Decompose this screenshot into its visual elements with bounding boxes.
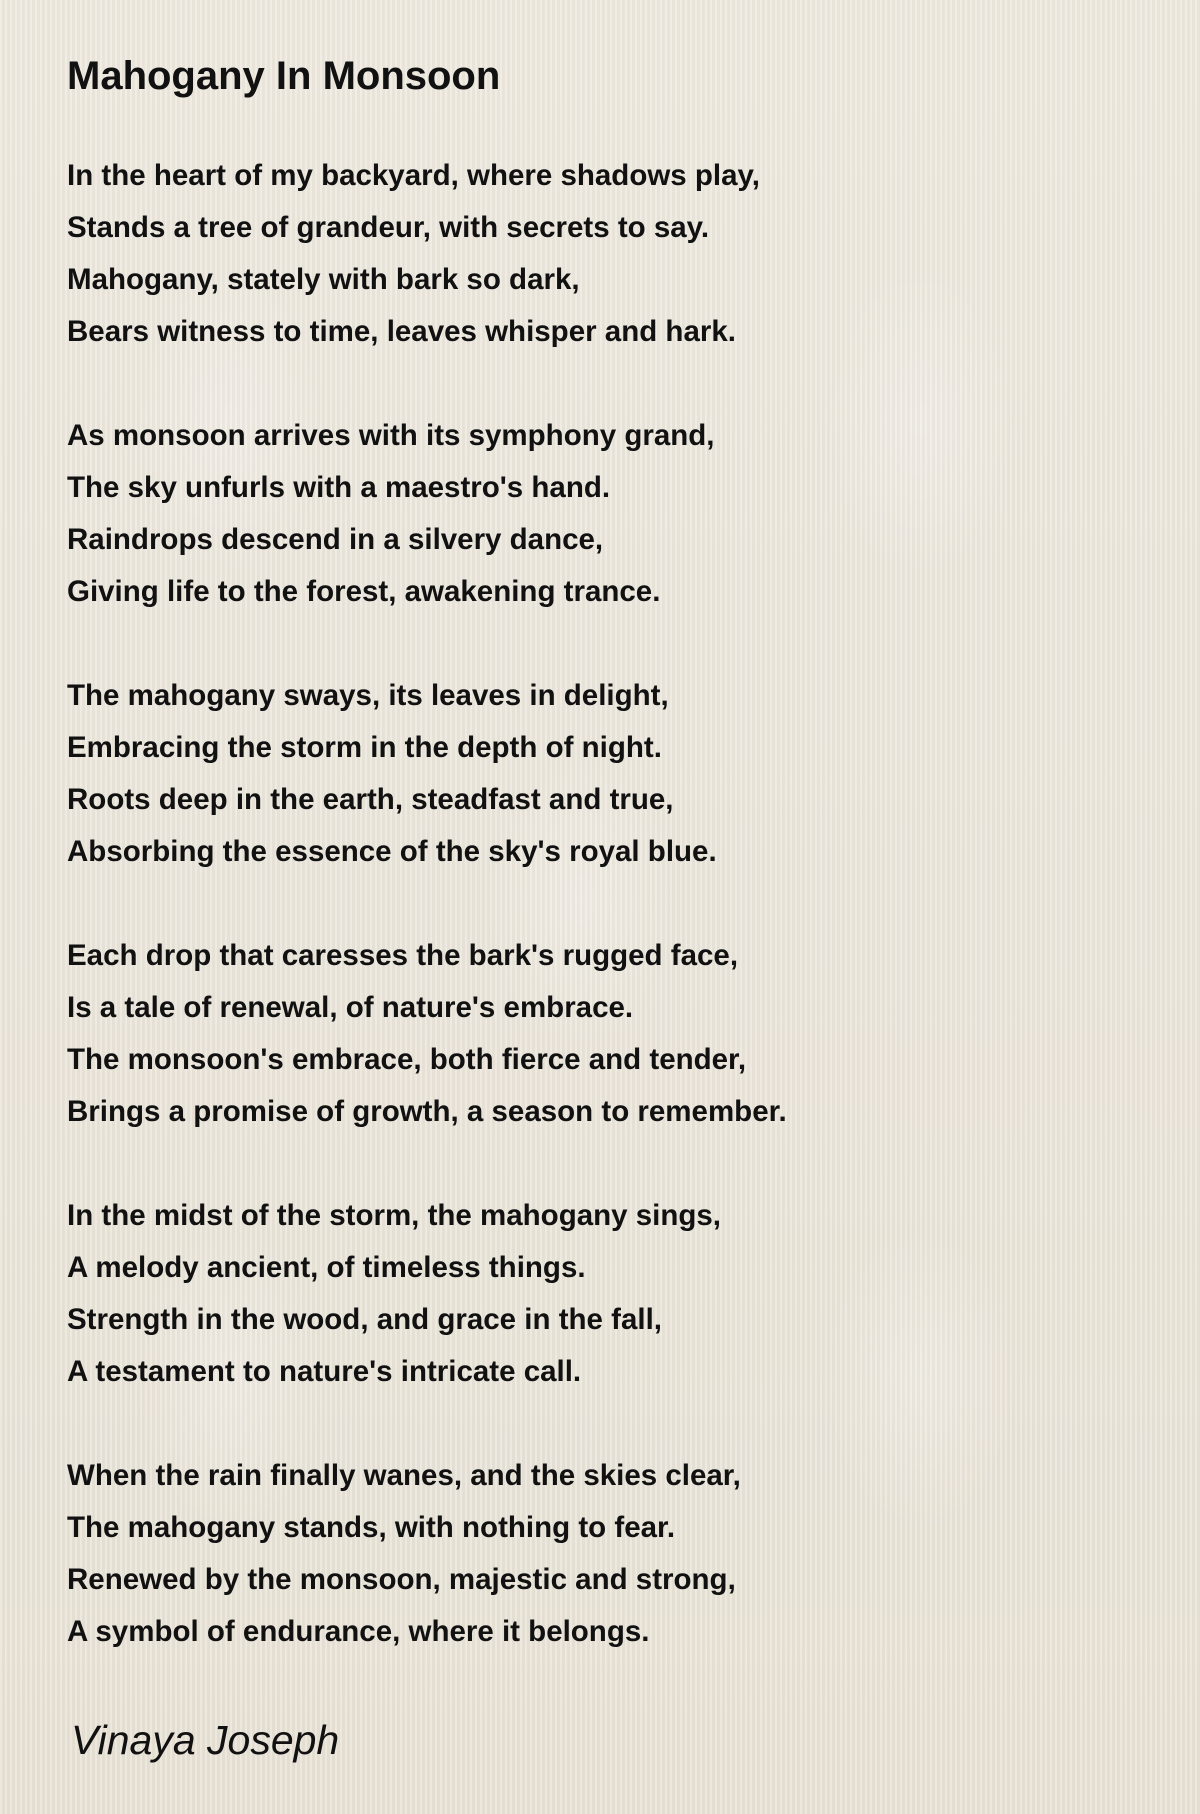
poem-line: The monsoon's embrace, both fierce and tender, — [67, 1043, 747, 1076]
poem-title: Mahogany In Monsoon — [67, 54, 501, 98]
poem-line: Raindrops descend in a silvery dance, — [67, 523, 604, 556]
poem-line: Is a tale of renewal, of nature's embrace. — [67, 991, 634, 1024]
poem-line: Mahogany, stately with bark so dark, — [67, 263, 580, 296]
stanza-3 — [67, 670, 1127, 878]
poem-line: A melody ancient, of timeless things. — [67, 1251, 586, 1284]
poem-line: Each drop that caresses the bark's rugged face, — [67, 939, 739, 972]
poem-line: The mahogany sways, its leaves in delight, — [67, 679, 669, 712]
poem-line: In the heart of my backyard, where shadows play, — [67, 159, 760, 192]
poem-line: In the midst of the storm, the mahogany sings, — [67, 1199, 721, 1232]
poem-line: A symbol of endurance, where it belongs. — [67, 1615, 650, 1648]
poem-line: The mahogany stands, with nothing to fear. — [67, 1511, 676, 1544]
poem-body — [67, 150, 1127, 1710]
poem-line: Absorbing the essence of the sky's royal blue. — [67, 835, 717, 868]
stanza-2 — [67, 410, 1127, 618]
poem-line: Renewed by the monsoon, majestic and strong, — [67, 1563, 736, 1596]
poem-line: As monsoon arrives with its symphony grand, — [67, 419, 715, 452]
poem-line: The sky unfurls with a maestro's hand. — [67, 471, 611, 504]
poem-line: Strength in the wood, and grace in the fall, — [67, 1303, 662, 1336]
poem-line: Bears witness to time, leaves whisper and hark. — [67, 315, 736, 348]
poem-line: Giving life to the forest, awakening trance. — [67, 575, 661, 608]
stanza-5 — [67, 1190, 1127, 1398]
poem-line: Roots deep in the earth, steadfast and true, — [67, 783, 674, 816]
poem-line: A testament to nature's intricate call. — [67, 1355, 582, 1388]
stanza-4 — [67, 930, 1127, 1138]
poem-line: When the rain finally wanes, and the skies clear, — [67, 1459, 741, 1492]
stanza-6 — [67, 1450, 1127, 1658]
stanza-1 — [67, 150, 1127, 358]
poem-line: Embracing the storm in the depth of night. — [67, 731, 662, 764]
poem-author: Vinaya Joseph — [71, 1717, 340, 1763]
poem-line: Brings a promise of growth, a season to remember. — [67, 1095, 787, 1128]
poem-line: Stands a tree of grandeur, with secrets to say. — [67, 211, 710, 244]
